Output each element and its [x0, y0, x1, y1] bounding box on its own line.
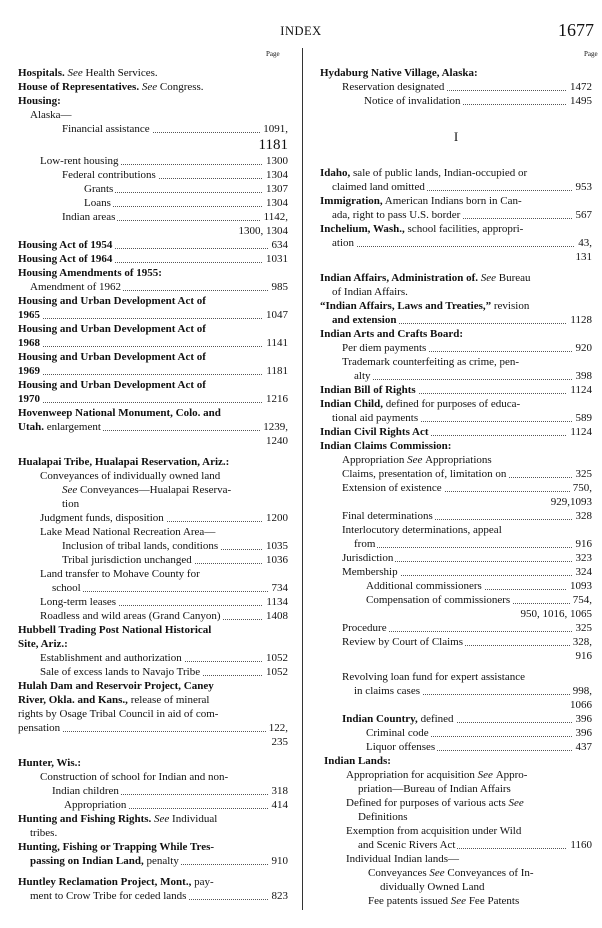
- index-entry: ada, right to pass U.S. border 567: [332, 209, 592, 221]
- index-entry: 1970 1216: [18, 393, 288, 405]
- index-entry: 1181: [258, 137, 288, 153]
- index-entry: Alaska—: [30, 109, 72, 121]
- index-entry: Compensation of commissioners 754,: [366, 594, 592, 606]
- index-entry: 929,1093: [550, 496, 592, 508]
- index-entry: 1240: [266, 435, 288, 447]
- index-entry: Trademark counterfeiting as crime, pen-: [342, 356, 520, 368]
- index-entry: Idaho, sale of public lands, Indian-occupied or: [320, 167, 528, 179]
- index-entry: rights by Osage Tribal Council in aid of com-: [18, 708, 219, 720]
- index-entry: See Conveyances—Hualapai Reserva-: [62, 484, 232, 496]
- index-entry: Land transfer to Mohave County for: [40, 568, 200, 580]
- index-entry: dividually Owned Land: [380, 881, 485, 893]
- index-entry: Hospitals. See Health Services.: [18, 67, 158, 79]
- index-entry: passing on Indian Land, penalty 910: [30, 855, 288, 867]
- index-entry: Federal contributions 1304: [62, 169, 288, 181]
- page-column-label-left: Page: [266, 50, 280, 58]
- index-entry: and extension 1128: [332, 314, 592, 326]
- index-entry: Membership 324: [342, 566, 592, 578]
- index-entry: Jurisdiction 323: [342, 552, 592, 564]
- index-entry: Conveyances of individually owned land: [40, 470, 221, 482]
- index-entry: Final determinations 328: [342, 510, 592, 522]
- index-entry: from 916: [354, 538, 592, 550]
- index-entry: River, Okla. and Kans., release of mineral: [18, 694, 210, 706]
- index-entry: Hunting and Fishing Rights. See Individual: [18, 813, 218, 825]
- index-entry: Revolving loan fund for expert assistance: [342, 671, 525, 683]
- index-entry: priation—Bureau of Indian Affairs: [358, 783, 511, 795]
- index-entry: Appropriation for acquisition See Appro-: [346, 769, 528, 781]
- index-entry: Criminal code 396: [366, 727, 592, 739]
- index-entry: Indian Civil Rights Act 1124: [320, 426, 592, 438]
- index-column-left: [18, 66, 288, 903]
- section-letter: I: [453, 129, 459, 144]
- index-entry: tribes.: [30, 827, 58, 839]
- page-number: 1677: [558, 20, 594, 40]
- index-entry: Additional commissioners 1093: [366, 580, 592, 592]
- index-entry: Hubbell Trading Post National Historical: [18, 624, 212, 636]
- index-entry: ment to Crow Tribe for ceded lands 823: [30, 890, 288, 902]
- index-entry: Housing Act of 1964 1031: [18, 253, 288, 265]
- index-entry: pensation 122,: [18, 722, 288, 734]
- index-entry: Indian Arts and Crafts Board:: [320, 328, 464, 340]
- index-entry: 1968 1141: [18, 337, 288, 349]
- index-entry: 1300, 1304: [238, 225, 288, 237]
- page-title: INDEX: [280, 24, 322, 38]
- index-entry: Immigration, American Indians born in Can-: [320, 195, 522, 207]
- index-entry: Indian Country, defined 396: [342, 713, 592, 725]
- index-entry: Loans 1304: [84, 197, 288, 209]
- index-entry: ation 43,: [332, 237, 592, 249]
- index-entry: Review by Court of Claims 328,: [342, 636, 592, 648]
- index-entry: of Indian Affairs.: [332, 286, 408, 298]
- index-entry: Hydaburg Native Village, Alaska:: [320, 67, 478, 79]
- index-entry: Definitions: [358, 811, 408, 823]
- index-entry: Housing and Urban Development Act of: [18, 323, 206, 335]
- index-entry: Extension of existence 750,: [342, 482, 592, 494]
- index-entry: Housing Act of 1954 634: [18, 239, 288, 251]
- index-entry: Amendment of 1962 985: [30, 281, 288, 293]
- index-entry: Hualapai Tribe, Hualapai Reservation, Ariz.:: [18, 456, 230, 468]
- page-header: [0, 20, 602, 40]
- index-entry: Liquor offenses 437: [366, 741, 592, 753]
- index-entry: Construction of school for Indian and non-: [40, 771, 229, 783]
- index-entry: Appropriation See Appropriations: [342, 454, 492, 466]
- index-entry: Indian Child, defined for purposes of educa-: [320, 398, 521, 410]
- index-entry: Indian Bill of Rights 1124: [320, 384, 592, 396]
- index-entry: Inchelium, Wash., school facilities, appropri-: [320, 223, 524, 235]
- index-entry: claimed land omitted 953: [332, 181, 592, 193]
- index-entry: Housing:: [18, 95, 61, 107]
- index-entry: Exemption from acquisition under Wild: [346, 825, 522, 837]
- index-entry: 1969 1181: [18, 365, 288, 377]
- index-entry: tional aid payments 589: [332, 412, 592, 424]
- index-entry: school 734: [52, 582, 288, 594]
- index-entry: alty 398: [354, 370, 592, 382]
- index-entry: 950, 1016, 1065: [520, 608, 592, 620]
- index-entry: Housing and Urban Development Act of: [18, 379, 206, 391]
- index-entry: Grants 1307: [84, 183, 288, 195]
- index-entry: Low-rent housing 1300: [40, 155, 288, 167]
- index-entry: Hunting, Fishing or Trapping While Tres-: [18, 841, 215, 853]
- index-entry: Fee patents issued See Fee Patents: [368, 895, 520, 907]
- index-entry: Lake Mead National Recreation Area—: [40, 526, 216, 538]
- index-entry: Notice of invalidation 1495: [364, 95, 592, 107]
- index-entry: Hulah Dam and Reservoir Project, Caney: [18, 680, 214, 692]
- index-entry: Financial assistance 1091,: [62, 123, 288, 135]
- index-entry: Tribal jurisdiction unchanged 1036: [62, 554, 288, 566]
- index-entry: 235: [271, 736, 288, 748]
- index-entry: Judgment funds, disposition 1200: [40, 512, 288, 524]
- page-column-label-right: Page: [584, 50, 598, 58]
- index-entry: Site, Ariz.:: [18, 638, 68, 650]
- index-entry: Utah. enlargement 1239,: [18, 421, 288, 433]
- index-entry: Housing and Urban Development Act of: [18, 351, 206, 363]
- index-entry: Indian Claims Commission:: [320, 440, 452, 452]
- index-entry: Housing Amendments of 1955:: [18, 267, 162, 279]
- index-entry: Indian Lands:: [324, 755, 391, 767]
- index-entry: Reservation designated 1472: [342, 81, 592, 93]
- index-entry: Sale of excess lands to Navajo Tribe 1052: [40, 666, 288, 678]
- index-column-right: [320, 66, 592, 908]
- index-entry: House of Representatives. See Congress.: [18, 81, 204, 93]
- index-entry: 1066: [570, 699, 592, 711]
- index-entry: Indian Affairs, Administration of. See Bureau: [320, 272, 531, 284]
- index-entry: tion: [62, 498, 80, 510]
- index-entry: Hovenweep National Monument, Colo. and: [18, 407, 221, 419]
- index-entry: Defined for purposes of various acts See: [346, 797, 524, 809]
- index-entry: Procedure 325: [342, 622, 592, 634]
- index-entry: 131: [575, 251, 592, 263]
- index-entry: Claims, presentation of, limitation on 325: [342, 468, 592, 480]
- index-entry: Huntley Reclamation Project, Mont., pay-: [18, 876, 214, 888]
- index-entry: in claims cases 998,: [354, 685, 592, 697]
- index-entry: “Indian Affairs, Laws and Treaties,” revision: [320, 300, 530, 312]
- index-entry: Housing and Urban Development Act of: [18, 295, 206, 307]
- index-entry: Interlocutory determinations, appeal: [342, 524, 502, 536]
- index-entry: Establishment and authorization 1052: [40, 652, 288, 664]
- index-entry: Conveyances See Conveyances of In-: [368, 867, 534, 879]
- index-entry: Roadless and wild areas (Grand Canyon) 1408: [40, 610, 288, 622]
- index-entry: 916: [575, 650, 592, 662]
- index-entry: Indian areas 1142,: [62, 211, 288, 223]
- index-entry: Inclusion of tribal lands, conditions 1035: [62, 540, 288, 552]
- index-entry: Indian children 318: [52, 785, 288, 797]
- index-entry: Long-term leases 1134: [40, 596, 288, 608]
- index-entry: and Scenic Rivers Act 1160: [358, 839, 592, 851]
- index-entry: Individual Indian lands—: [346, 853, 460, 865]
- index-entry: Per diem payments 920: [342, 342, 592, 354]
- index-entry: 1965 1047: [18, 309, 288, 321]
- index-entry: Appropriation 414: [64, 799, 288, 811]
- index-entry: Hunter, Wis.:: [18, 757, 82, 769]
- column-divider: [302, 48, 303, 910]
